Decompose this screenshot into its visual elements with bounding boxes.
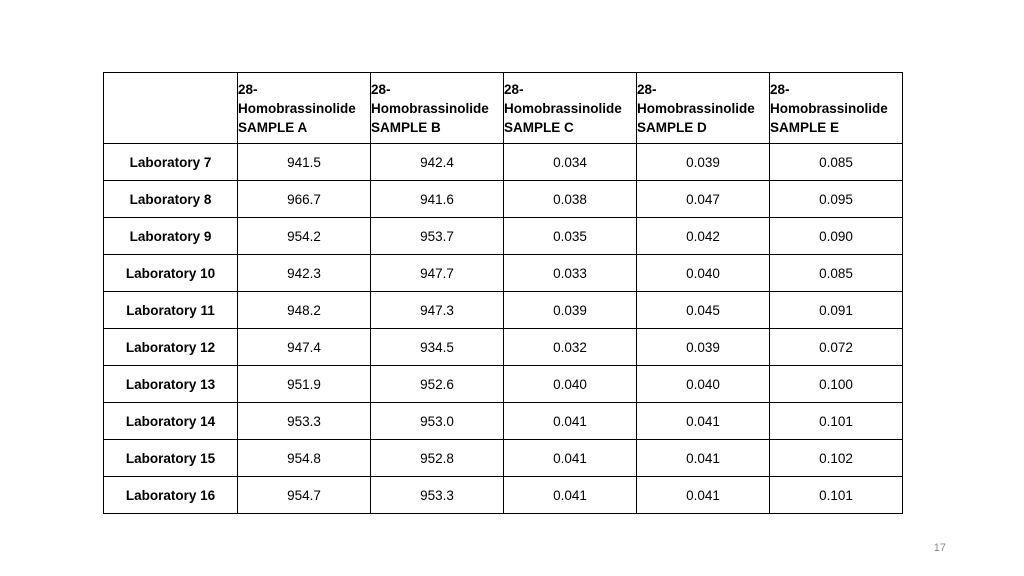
table-cell: 947.7: [371, 255, 504, 292]
column-header-line: Homobrassinolide: [371, 100, 489, 116]
column-header-line: 28-: [504, 81, 524, 97]
table-cell: 0.101: [770, 403, 903, 440]
table-cell: 954.7: [238, 477, 371, 514]
table-cell: 0.042: [637, 218, 770, 255]
table-cell: 0.039: [504, 292, 637, 329]
table-row: [104, 181, 903, 218]
table-cell: 0.039: [637, 144, 770, 181]
table-cell: 0.041: [504, 403, 637, 440]
table-row: [104, 477, 903, 514]
table-cell: 0.095: [770, 181, 903, 218]
column-header-sample-d: [637, 73, 770, 144]
row-label: Laboratory 14: [104, 403, 238, 440]
column-header-line: 28-: [770, 81, 790, 97]
column-header-line: Homobrassinolide: [238, 100, 356, 116]
column-header-sample-e: [770, 73, 903, 144]
page-number: 17: [933, 542, 946, 554]
column-header-line: 28-: [238, 81, 258, 97]
table-cell: 0.047: [637, 181, 770, 218]
table-row: [104, 255, 903, 292]
column-header-line: 28-: [637, 81, 657, 97]
table-cell: 953.3: [238, 403, 371, 440]
table-cell: 0.041: [637, 440, 770, 477]
row-label: Laboratory 9: [104, 218, 238, 255]
table-cell: 0.100: [770, 366, 903, 403]
table-cell: 0.085: [770, 144, 903, 181]
table-cell: 0.091: [770, 292, 903, 329]
column-header-line: Homobrassinolide: [504, 100, 622, 116]
row-label: Laboratory 8: [104, 181, 238, 218]
column-header-line: SAMPLE C: [504, 119, 574, 135]
table-cell: 0.072: [770, 329, 903, 366]
table-cell: 0.090: [770, 218, 903, 255]
table-cell: 0.041: [504, 440, 637, 477]
table-cell: 947.3: [371, 292, 504, 329]
table-cell: 941.6: [371, 181, 504, 218]
row-label: Laboratory 12: [104, 329, 238, 366]
table-cell: 0.039: [637, 329, 770, 366]
table-cell: 966.7: [238, 181, 371, 218]
table-cell: 0.034: [504, 144, 637, 181]
column-header-line: 28-: [371, 81, 391, 97]
table-cell: 953.0: [371, 403, 504, 440]
table-cell: 952.8: [371, 440, 504, 477]
table-cell: 954.2: [238, 218, 371, 255]
table-row: [104, 366, 903, 403]
table-cell: 0.038: [504, 181, 637, 218]
column-header-sample-a: [238, 73, 371, 144]
results-table: [103, 72, 903, 514]
column-header-sample-c: [504, 73, 637, 144]
table-cell: 953.3: [371, 477, 504, 514]
table-cell: 0.032: [504, 329, 637, 366]
table-row: [104, 218, 903, 255]
table-cell: 947.4: [238, 329, 371, 366]
table-cell: 942.3: [238, 255, 371, 292]
row-label: Laboratory 16: [104, 477, 238, 514]
table-cell: 0.102: [770, 440, 903, 477]
table-cell: 0.041: [504, 477, 637, 514]
table-cell: 0.033: [504, 255, 637, 292]
row-label: Laboratory 11: [104, 292, 238, 329]
table-cell: 0.101: [770, 477, 903, 514]
table-row: [104, 144, 903, 181]
column-header-line: SAMPLE E: [770, 119, 840, 135]
table-cell: 952.6: [371, 366, 504, 403]
column-header-line: SAMPLE B: [371, 119, 441, 135]
table-cell: 954.8: [238, 440, 371, 477]
column-header-sample-b: [371, 73, 504, 144]
table-cell: 0.085: [770, 255, 903, 292]
table-row: [104, 292, 903, 329]
row-label: Laboratory 10: [104, 255, 238, 292]
table-cell: 948.2: [238, 292, 371, 329]
row-label: Laboratory 15: [104, 440, 238, 477]
corner-cell: [104, 73, 238, 144]
table-cell: 953.7: [371, 218, 504, 255]
table-cell: 934.5: [371, 329, 504, 366]
table-cell: 0.040: [504, 366, 637, 403]
table-cell: 0.040: [637, 366, 770, 403]
table-row: [104, 329, 903, 366]
column-header-line: SAMPLE A: [238, 119, 308, 135]
column-header-line: Homobrassinolide: [770, 100, 888, 116]
table-row: [104, 440, 903, 477]
table-header-row: [104, 73, 903, 144]
column-header-line: SAMPLE D: [637, 119, 707, 135]
table-cell: 0.045: [637, 292, 770, 329]
table-cell: 941.5: [238, 144, 371, 181]
table-cell: 942.4: [371, 144, 504, 181]
row-label: Laboratory 13: [104, 366, 238, 403]
column-header-line: Homobrassinolide: [637, 100, 755, 116]
table-row: [104, 403, 903, 440]
table-cell: 951.9: [238, 366, 371, 403]
row-label: Laboratory 7: [104, 144, 238, 181]
table-cell: 0.040: [637, 255, 770, 292]
table-cell: 0.035: [504, 218, 637, 255]
table-cell: 0.041: [637, 477, 770, 514]
results-table-container: [103, 72, 903, 514]
table-cell: 0.041: [637, 403, 770, 440]
